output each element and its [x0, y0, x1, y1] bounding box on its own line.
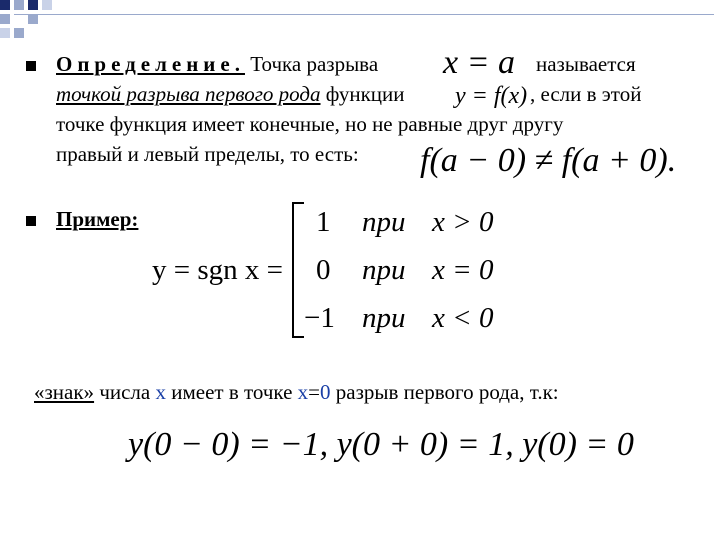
definition-text-4: , если в этой	[530, 82, 642, 106]
example-label: Пример:	[56, 207, 139, 231]
deco-square	[0, 0, 10, 10]
cases-bracket	[292, 202, 304, 338]
case-value: −1	[304, 302, 335, 334]
first-kind-discontinuity-term: точкой разрыва первого рода	[56, 82, 321, 106]
sgn-lhs-text: y = sgn x =	[152, 254, 283, 286]
sign-note-eq: =	[308, 380, 321, 404]
equation-x-equals-a: x = a	[443, 44, 516, 81]
equation-y-equals-fx: y = f(x)	[455, 83, 528, 109]
header-rule	[14, 14, 714, 15]
deco-square	[42, 0, 52, 10]
case-condition: x < 0	[432, 302, 494, 334]
deco-square	[0, 14, 10, 24]
bullet-definition	[26, 61, 36, 71]
one-sided-limits-formula: y(0 − 0) = −1, y(0 + 0) = 1, y(0) = 0	[128, 426, 634, 463]
case-word: при	[362, 302, 406, 334]
deco-square	[28, 0, 38, 10]
sign-note-line	[34, 382, 559, 403]
case-condition: x = 0	[432, 254, 494, 286]
sign-note-text-1: числа	[99, 380, 151, 404]
sign-quote: «знак»	[34, 380, 95, 404]
definition-line-3: точке функция имеет конечные, но не равные друг другу	[56, 112, 564, 136]
definition-text-2: называется	[536, 52, 636, 76]
decorative-squares	[0, 0, 720, 40]
case-condition: x > 0	[432, 206, 494, 238]
case-value: 0	[316, 254, 331, 286]
case-word: при	[362, 206, 406, 238]
deco-square	[14, 0, 24, 10]
case-value: 1	[316, 206, 331, 238]
limits-inequality-formula: f(a − 0) ≠ f(a + 0).	[420, 142, 677, 179]
sign-note-text-2: имеет в точке	[171, 380, 293, 404]
deco-square	[14, 28, 24, 38]
definition-line-2	[56, 84, 405, 105]
definition-text-1: Точка разрыва	[250, 52, 379, 76]
sign-note-zero: 0	[320, 380, 331, 404]
sign-note-text-3: разрыв первого рода, т.к:	[335, 380, 559, 404]
sign-note-x1: x	[155, 380, 166, 404]
sign-note-x2: x	[297, 380, 309, 404]
case-word: при	[362, 254, 406, 286]
sgn-lhs	[152, 256, 283, 285]
bullet-example	[26, 216, 36, 226]
deco-square	[28, 14, 38, 24]
definition-line-1	[56, 54, 378, 75]
definition-line-4: правый и левый пределы, то есть:	[56, 142, 359, 166]
definition-text-3: функции	[325, 82, 405, 106]
deco-square	[0, 28, 10, 38]
definition-term: Определение.	[56, 52, 245, 76]
